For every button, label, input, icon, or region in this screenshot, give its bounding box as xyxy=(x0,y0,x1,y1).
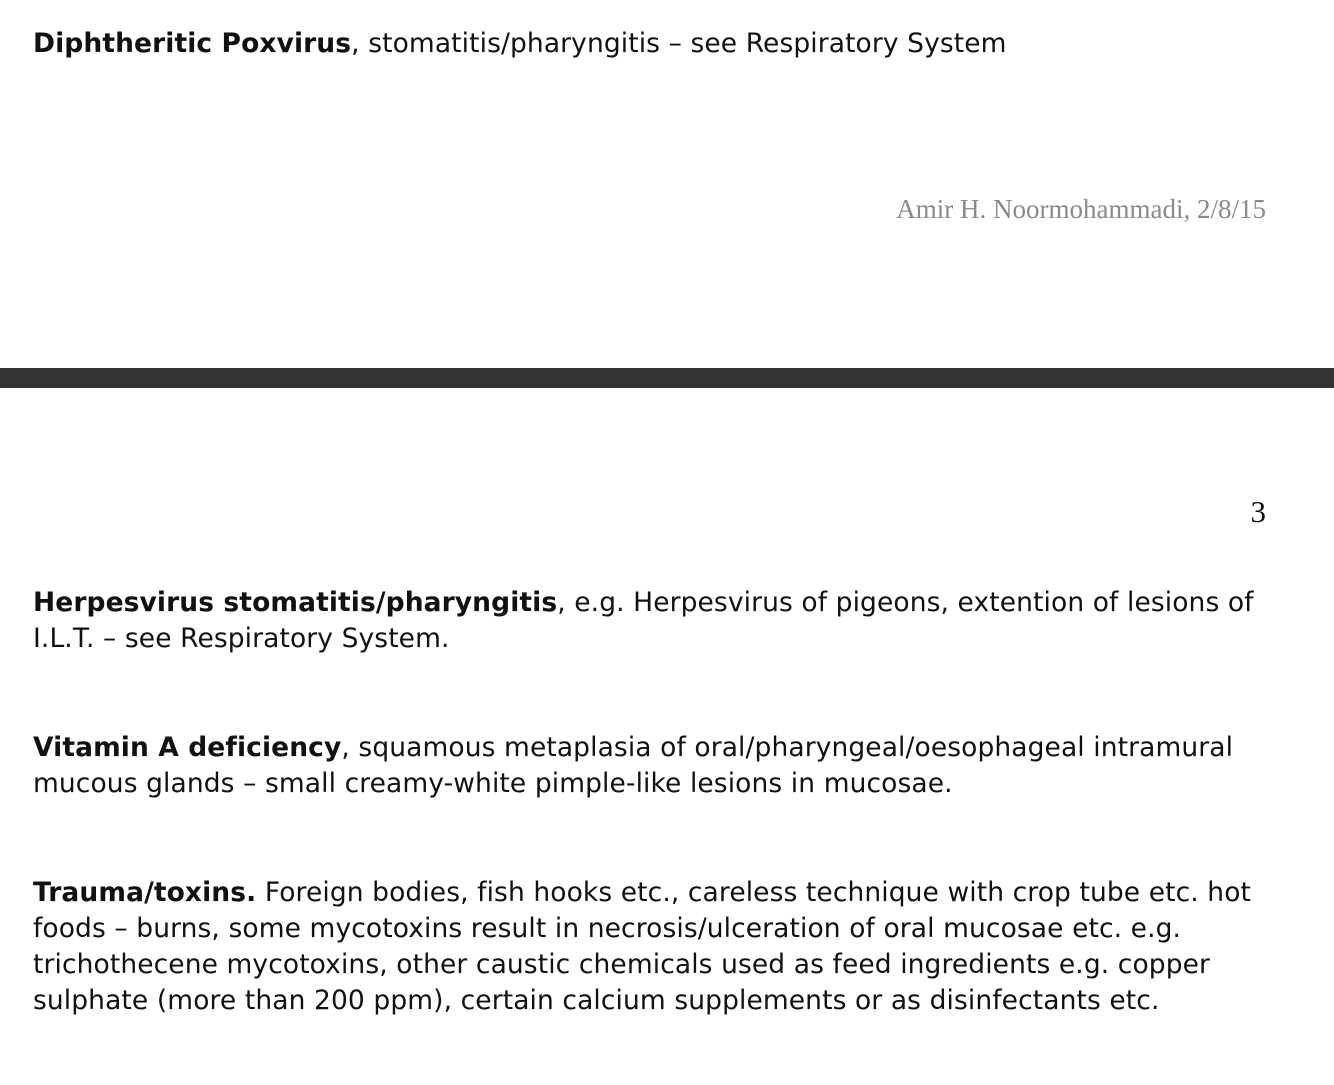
page-number: 3 xyxy=(1250,494,1266,529)
poxvirus-heading: Diphtheritic Poxvirus xyxy=(33,28,352,59)
trauma-toxins-heading: Trauma/toxins. xyxy=(33,877,257,908)
poxvirus-paragraph xyxy=(33,26,1273,62)
page-break-divider xyxy=(0,368,1334,388)
trauma-toxins-paragraph xyxy=(33,875,1273,1019)
poxvirus-text: , stomatitis/pharyngitis – see Respiratory System xyxy=(351,28,1007,59)
vitamin-a-paragraph xyxy=(33,730,1273,802)
vitamin-a-text: , squamous metaplasia of oral/pharyngeal/oesophageal intramural mucous glands – small creamy-white pimple-like lesions in mucosae. xyxy=(33,732,1234,799)
herpesvirus-paragraph xyxy=(33,585,1273,657)
vitamin-a-heading: Vitamin A deficiency xyxy=(33,732,342,763)
herpesvirus-text: , e.g. Herpesvirus of pigeons, extention of lesions of I.L.T. – see Respiratory System. xyxy=(33,587,1254,654)
page-footer-author-date: Amir H. Noormohammadi, 2/8/15 xyxy=(896,194,1266,224)
document-page-bottom xyxy=(0,388,1334,1085)
document-page-top xyxy=(0,0,1334,368)
herpesvirus-heading: Herpesvirus stomatitis/pharyngitis xyxy=(33,587,558,618)
trauma-toxins-text: Foreign bodies, fish hooks etc., careless technique with crop tube etc. hot foods – burns, some mycotoxins result in necrosis/ulceration of oral mucosae etc. e.g. trichothecene mycotoxins, other caustic chemicals used as feed ingredients e.g. copper sulphate (more than 200 ppm), certain calcium supplements or as disinfectants etc. xyxy=(33,877,1252,1016)
